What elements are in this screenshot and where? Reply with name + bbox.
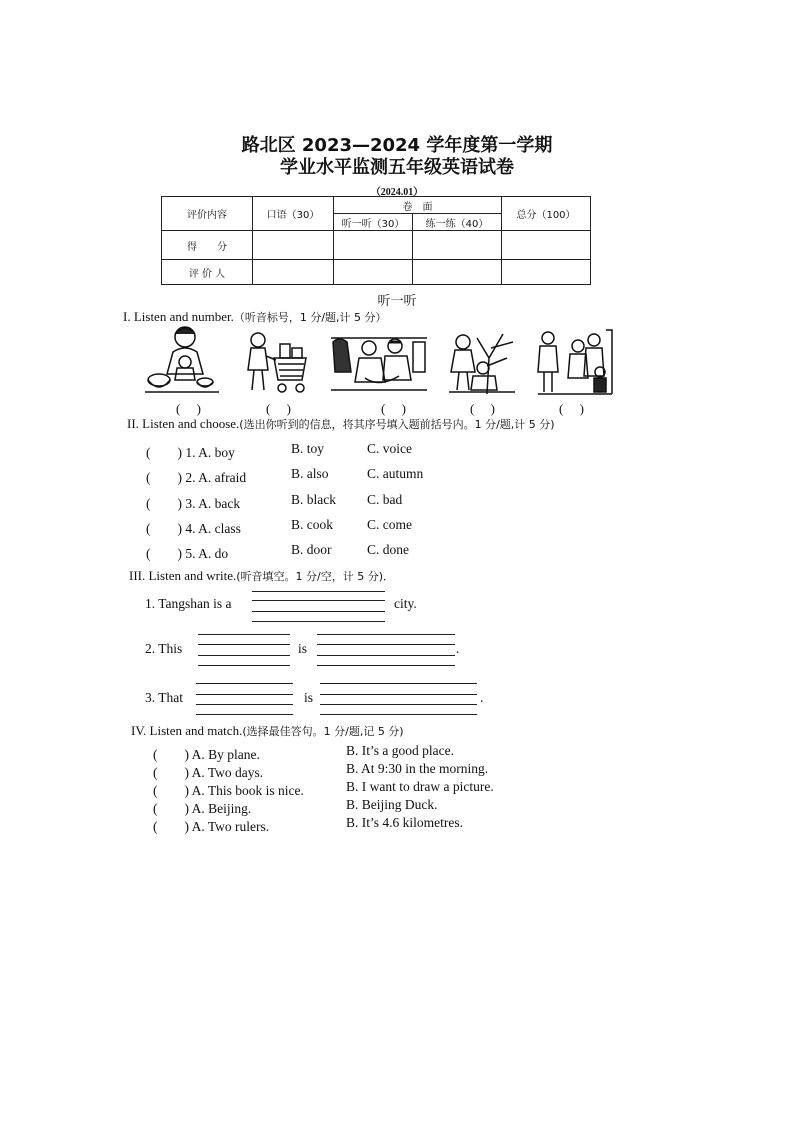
writing-line: [252, 600, 385, 601]
answer-paren-2[interactable]: ( ): [266, 401, 291, 416]
people-on-bus-icon: [329, 332, 429, 396]
match-item-a: ( ) A. This book is nice.: [153, 783, 304, 798]
match-item-a: ( ) A. Two rulers.: [153, 819, 270, 834]
match-item-a: ( ) A. Beijing.: [153, 801, 252, 816]
sentence2-is: is: [298, 641, 308, 656]
mother-and-child-cooking-icon: [143, 324, 221, 398]
writing-line[interactable]: [252, 611, 385, 612]
match-item-b: B. It’s a good place.: [346, 743, 454, 758]
part3-heading-en: III. Listen and write.: [129, 568, 237, 583]
writing-line[interactable]: [320, 704, 477, 705]
writing-line: [317, 644, 455, 645]
score-cell[interactable]: [334, 231, 413, 260]
writing-line: [317, 634, 455, 635]
match-item-b: B. I want to draw a picture.: [346, 779, 494, 794]
writing-line: [252, 591, 385, 592]
match-item-b: B. At 9:30 in the morning.: [346, 761, 489, 776]
exam-title-line1: 路北区 2023—2024 学年度第一学期: [241, 135, 553, 156]
marker-cell[interactable]: [502, 260, 591, 285]
sentence2-prefix: 2. This: [145, 641, 183, 656]
writing-line: [196, 694, 293, 695]
exam-title-line2: 学业水平监测五年级英语试卷: [280, 157, 514, 178]
shopping-cart-icon: [242, 330, 310, 396]
part4-note: (选择最佳答句。1 分/题,记 5 分): [242, 725, 404, 738]
sentence3-period: .: [480, 690, 484, 705]
writing-line[interactable]: [198, 655, 290, 656]
choice-row: ( ) 5. A. do: [146, 546, 229, 561]
writing-line: [198, 634, 290, 635]
col-total: 总分（100）: [502, 197, 591, 231]
writing-line: [198, 644, 290, 645]
part4-heading-en: IV. Listen and match.: [131, 723, 243, 738]
part1-heading: [123, 309, 387, 325]
family-outdoors-icon: [536, 328, 614, 398]
match-item-b: B. Beijing Duck.: [346, 797, 438, 812]
part3-note: (听音填空。1 分/空，计 5 分)．: [236, 570, 394, 583]
writing-line: [198, 665, 290, 666]
score-table: [161, 196, 591, 285]
score-cell[interactable]: [413, 231, 502, 260]
choice-row: ( ) 2. A. afraid: [146, 470, 247, 485]
answer-paren-3[interactable]: ( ): [381, 401, 406, 416]
exam-date: （2024.01）: [370, 187, 424, 198]
choice-c: C. voice: [367, 441, 412, 456]
writing-line[interactable]: [317, 655, 455, 656]
choice-c: C. autumn: [367, 466, 424, 481]
marker-cell[interactable]: [413, 260, 502, 285]
writing-line: [320, 714, 477, 715]
part1-heading-en: I. Listen and number.: [123, 309, 234, 324]
writing-line: [252, 621, 385, 622]
answer-paren-4[interactable]: ( ): [470, 401, 495, 416]
col-paper: 卷 面: [334, 197, 502, 214]
choice-b: B. door: [291, 542, 332, 557]
sentence1-prefix: 1. Tangshan is a: [145, 596, 232, 611]
match-item-a: ( ) A. By plane.: [153, 747, 260, 762]
marker-cell[interactable]: [334, 260, 413, 285]
sentence3-is: is: [304, 690, 314, 705]
children-under-tree-icon: [447, 328, 517, 396]
part1-note: （听音标号，1 分/题,计 5 分）: [233, 311, 387, 324]
marker-cell[interactable]: [253, 260, 334, 285]
part3-heading: [129, 568, 394, 584]
sentence1-suffix: city.: [394, 596, 417, 611]
score-cell[interactable]: [253, 231, 334, 260]
writing-line: [196, 714, 293, 715]
section-title: 听一听: [377, 294, 417, 309]
match-item-b: B. It’s 4.6 kilometres.: [346, 815, 463, 830]
answer-paren-5[interactable]: ( ): [559, 401, 584, 416]
choice-c: C. come: [367, 517, 412, 532]
col-listen: 听一听（30）: [334, 214, 413, 231]
writing-line[interactable]: [196, 704, 293, 705]
choice-b: B. also: [291, 466, 329, 481]
choice-row: ( ) 1. A. boy: [146, 445, 235, 460]
writing-line: [317, 665, 455, 666]
part4-heading: [131, 723, 404, 739]
part2-note: (选出你听到的信息，将其序号填入题前括号内。1 分/题,计 5 分): [239, 418, 555, 431]
sentence3-prefix: 3. That: [145, 690, 183, 705]
part2-heading: [127, 416, 555, 432]
match-item-a: ( ) A. Two days.: [153, 765, 264, 780]
part2-heading-en: II. Listen and choose.: [127, 416, 240, 431]
row-score-label: 得 分: [162, 231, 253, 260]
answer-paren-1[interactable]: ( ): [176, 401, 201, 416]
score-cell[interactable]: [502, 231, 591, 260]
sentence2-period: .: [456, 641, 460, 656]
choice-b: B. black: [291, 492, 336, 507]
col-item: 评价内容: [162, 197, 253, 231]
choice-b: B. toy: [291, 441, 325, 456]
col-oral: 口语（30）: [253, 197, 334, 231]
choice-row: ( ) 4. A. class: [146, 521, 241, 536]
choice-c: C. done: [367, 542, 409, 557]
col-practice: 练一练（40）: [413, 214, 502, 231]
choice-row: ( ) 3. A. back: [146, 496, 241, 511]
choice-b: B. cook: [291, 517, 333, 532]
writing-line: [320, 683, 477, 684]
choice-c: C. bad: [367, 492, 403, 507]
row-marker-label: 评 价 人: [162, 260, 253, 285]
writing-line: [320, 694, 477, 695]
writing-line: [196, 683, 293, 684]
